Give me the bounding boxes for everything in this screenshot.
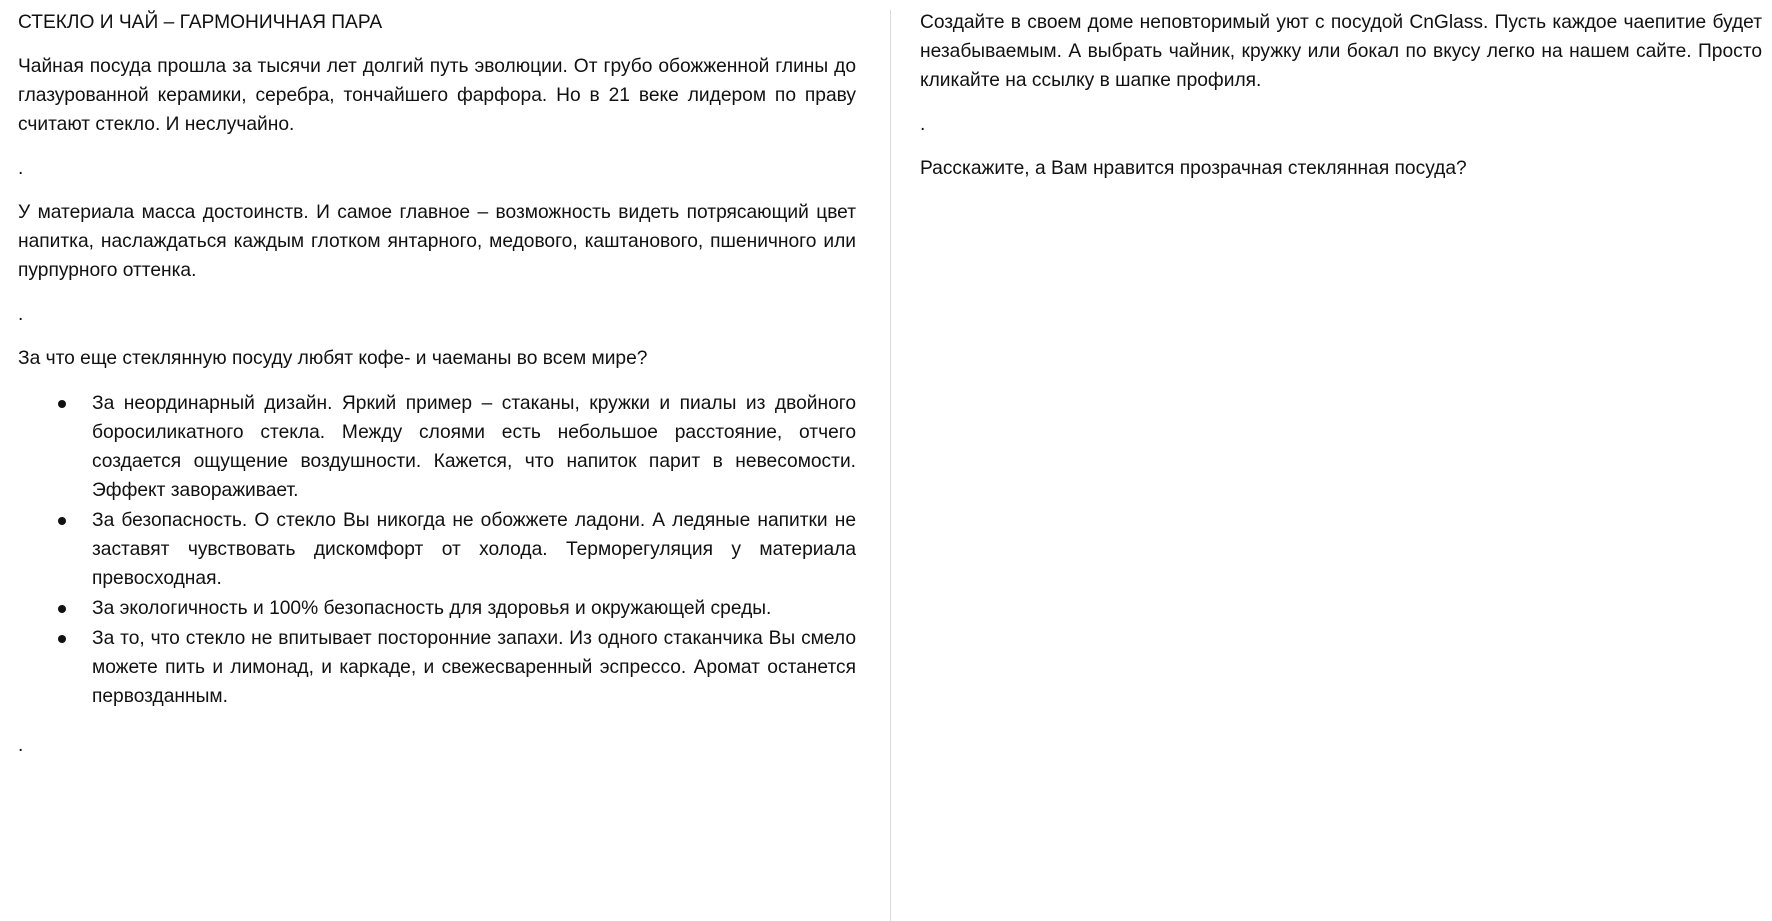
call-to-action-paragraph: Создайте в своем доме неповторимый уют с посудой CnGlass. Пусть каждое чаепитие будет незабываемым. А выбрать чайник, кружку или бокал по вкусу легко на нашем сайте. Просто кликайте на ссылку в шапке профиля. — [920, 12, 1762, 91]
list-item-text: За то, что стекло не впитывает посторонние запахи. Из одного стаканчика Вы смело можете пить и лимонад, и каркаде, и свежесваренный эспрессо. Аромат останется первозданным. — [92, 628, 856, 707]
paragraph-separator: . — [18, 304, 24, 325]
bullet-list — [18, 389, 856, 711]
list-item — [18, 594, 856, 623]
paragraph-separator: . — [18, 735, 24, 756]
list-item-text: За неординарный дизайн. Яркий пример – стаканы, кружки и пиалы из двойного боросиликатного стекла. Между слоями есть небольшое расстояние, отчего создается ощущение воздушности. Кажется, что напиток парит в невесомости. Эффект завораживает. — [92, 393, 856, 501]
section-question: За что еще стеклянную посуду любят кофе- и чаеманы во всем мире? — [18, 348, 648, 369]
bullet-icon — [58, 400, 66, 408]
paragraph-separator: . — [920, 114, 926, 135]
list-item-text: За безопасность. О стекло Вы никогда не обожжете ладони. А ледяные напитки не заставят чувствовать дискомфорт от холода. Терморегуляция у материала превосходная. — [92, 510, 856, 589]
document-title: СТЕКЛО И ЧАЙ – ГАРМОНИЧНАЯ ПАРА — [18, 12, 383, 33]
bullet-icon — [58, 605, 66, 613]
bullet-icon — [58, 517, 66, 525]
advantages-paragraph: У материала масса достоинств. И самое главное – возможность видеть потрясающий цвет напитка, наслаждаться каждым глотком янтарного, медового, каштанового, пшеничного или пурпурного оттенка. — [18, 202, 856, 281]
intro-paragraph: Чайная посуда прошла за тысячи лет долгий путь эволюции. От грубо обожженной глины до глазурованной керамики, серебра, тончайшего фарфора. Но в 21 веке лидером по праву считают стекло. И неслучайно. — [18, 56, 856, 135]
paragraph-separator: . — [18, 158, 24, 179]
right-column — [920, 8, 1762, 199]
list-item — [18, 506, 856, 593]
closing-question: Расскажите, а Вам нравится прозрачная стеклянная посуда? — [920, 158, 1467, 179]
list-item-text: За экологичность и 100% безопасность для здоровья и окружающей среды. — [92, 598, 772, 619]
left-column — [18, 8, 856, 775]
list-item — [18, 624, 856, 711]
bullet-icon — [58, 635, 66, 643]
list-item — [18, 389, 856, 505]
column-divider — [890, 10, 891, 921]
